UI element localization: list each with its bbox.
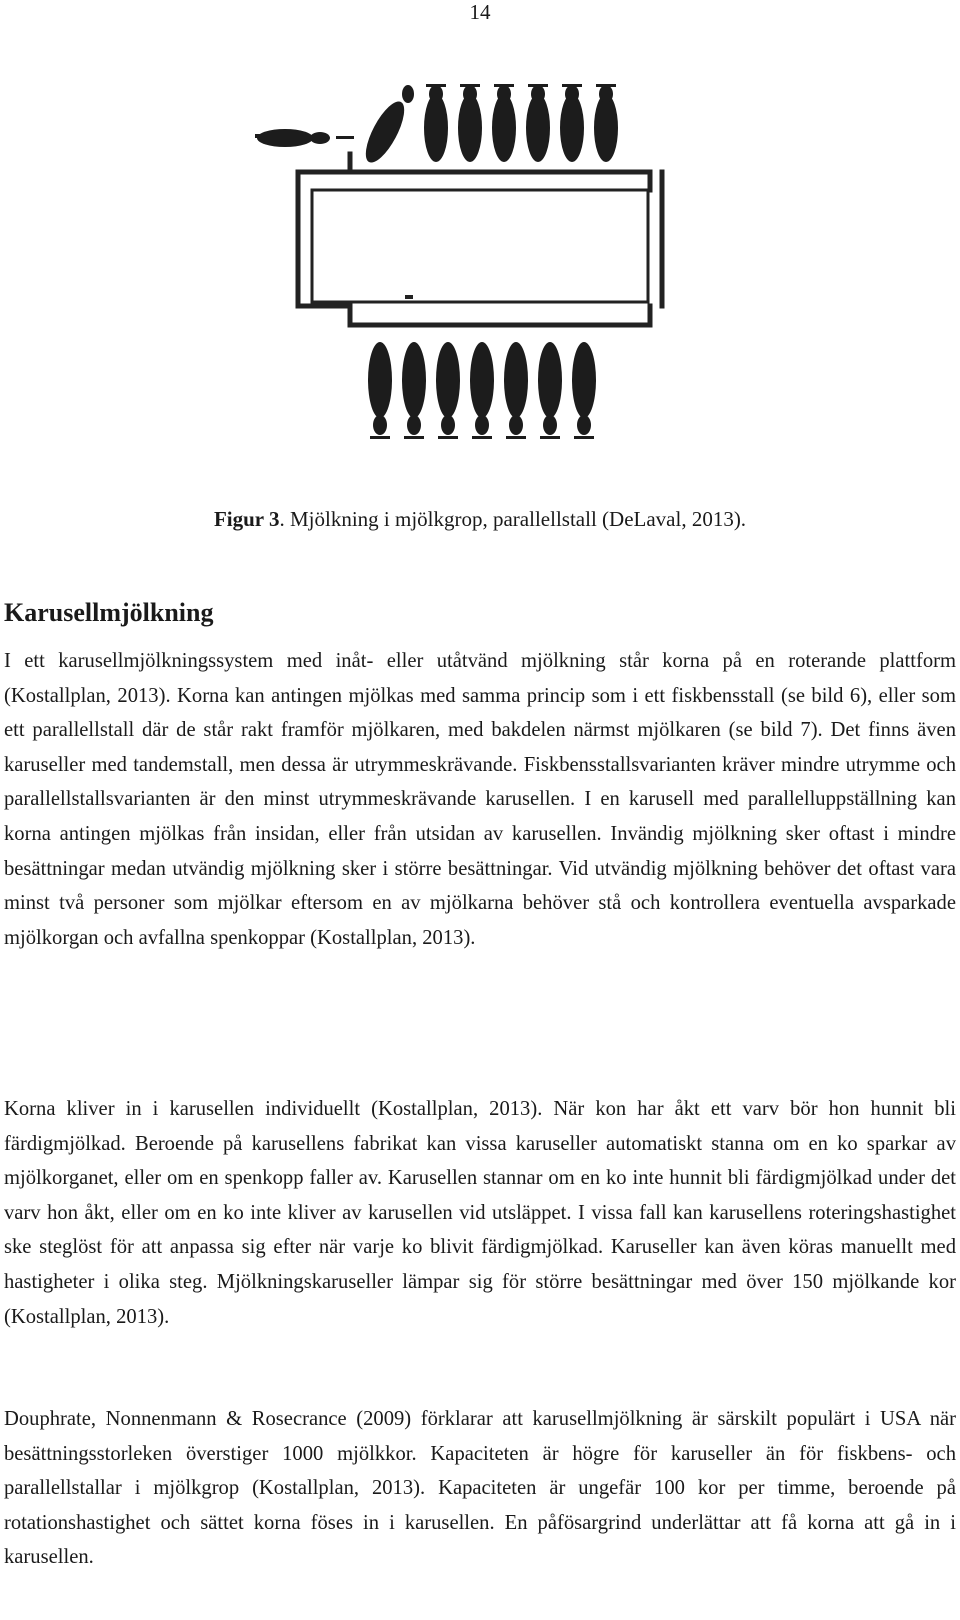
figure-caption-text: . Mjölkning i mjölkgrop, parallellstall (DeLaval, 2013). [279, 507, 747, 531]
section-heading: Karusellmjölkning [4, 598, 214, 627]
figure-caption [0, 506, 960, 532]
body-paragraph: Korna kliver in i karusellen individuellt (Kostallplan, 2013). När kon har åkt ett varv bör hon hunnit bli färdigmjölkad. Beroende på karusellens fabrikat kan vissa karuseller automatiskt stanna om en ko sparkar av mjölkorganet, eller om en spenkopp faller av. Karusellen stannar om en ko inte hunnit bli färdigmjölkad under det varv hon åkt, eller om en ko inte kliver av karusellen vid utsläppet. I vissa fall kan karusellens roteringshastighet ske steglöst för att anpassa sig efter när varje ko blivit färdigmjölkad. Karuseller kan även köras manuellt med hastigheter i olika steg. Mjölkningskaruseller lämpar sig för större besättningar med över 150 mjölkande kor (Kostallplan, 2013). [4, 1098, 956, 1328]
entering-cow-icon [255, 129, 354, 147]
top-row-cows [424, 84, 618, 162]
figure-label: Figur 3 [213, 507, 280, 531]
turning-cow-icon [358, 85, 414, 168]
parlour-diagram [250, 80, 680, 465]
bottom-row-cows [368, 342, 596, 439]
body-paragraph: I ett karusellmjölkningssystem med inåt- eller utåtvänd mjölkning står korna på en roterande plattform (Kostallplan, 2013). Korna kan antingen mjölkas med samma princip som i ett fiskbensstall (se bild 6), eller som ett parallellstall där de står rakt framför mjölkaren, med bakdelen närmst mjölkaren (se bild 7). Det finns även karuseller med tandemstall, men dessa är utrymmeskrävande. Fiskbensstallsvarianten kräver mindre utrymme och parallellstallsvarianten är den minst utrymmeskrävande karusellen. I en karusell med parallelluppställning kan korna antingen mjölkas från insidan, eller från utsidan av karusellen. Invändig mjölkning sker oftast i mindre besättningar medan utvändig mjölkning sker i större besättningar. Vid utvändig mjölkning behöver det oftast vara minst två personer som mjölkar eftersom en av mjölkarna behöver stå och kontrollera eventuella avsparkade mjölkorgan och avfallna spenkoppar (Kostallplan, 2013). [4, 650, 956, 949]
page-number: 14 [469, 0, 491, 24]
body-paragraph: Douphrate, Nonnenmann & Rosecrance (2009) förklarar att karusellmjölkning är särskilt populärt i USA när besättningsstorleken överstiger 1000 mjölkkor. Kapaciteten är högre för karuseller än för fiskbens- och parallellstallar i mjölkgrop (Kostallplan, 2013). Kapaciteten är ungefär 100 kor per timme, beroende på rotationshastighet och sättet korna föses in i karusellen. En påfösargrind underlättar att få korna att gå in i karusellen. [4, 1408, 956, 1569]
